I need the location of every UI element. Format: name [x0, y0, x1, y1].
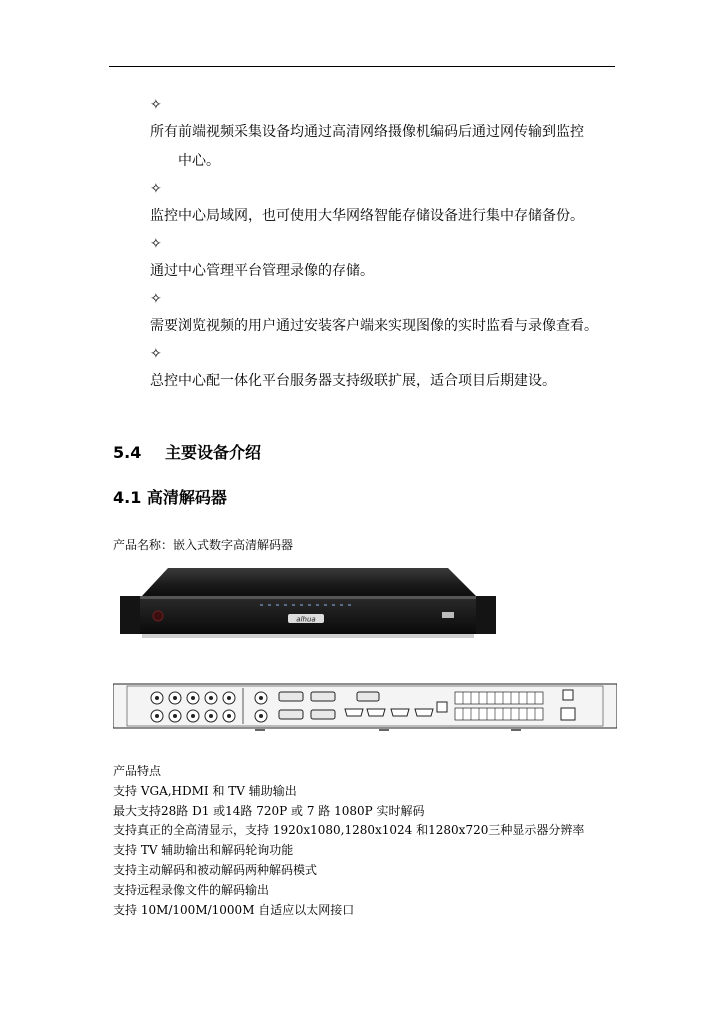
feature-item: 最大支持28路 D1 或14路 720P 或 7 路 1080P 实时解码 [113, 803, 425, 818]
feature-item: 支持主动解码和被动解码两种解码模式 [113, 862, 318, 877]
diamond-bullet-icon: ✧ [150, 291, 162, 307]
bullet-item [150, 341, 620, 396]
bullet-text: 总控中心配一体化平台服务器支持级联扩展，适合项目后期建设。 [150, 373, 556, 389]
feature-item: 支持 VGA,HDMI 和 TV 辅助输出 [113, 783, 297, 798]
bullet-item [150, 92, 620, 176]
feature-heading: 产品特点 [113, 764, 162, 778]
section-number: 5.4 [113, 443, 142, 462]
feature-item: 支持真正的全高清显示，支持 1920x1080,1280x1024 和1280x720三种显示器分辨率 [113, 823, 585, 838]
feature-list [113, 762, 613, 920]
bullet-item [150, 231, 620, 286]
bullet-text: 所有前端视频采集设备均通过高清网络摄像机编码后通过网传输到监控 中心。 [150, 124, 584, 169]
subsection-heading: 4.1 高清解码器 [113, 488, 227, 507]
bullet-item [150, 176, 620, 231]
feature-item: 支持 10M/100M/1000M 自适应以太网接口 [113, 902, 355, 917]
diamond-bullet-icon: ✧ [150, 181, 162, 197]
bullet-text: 通过中心管理平台管理录像的存储。 [150, 263, 374, 279]
decoder-front-image [120, 562, 496, 642]
diamond-bullet-icon: ✧ [150, 236, 162, 252]
brand-logo: alhua [296, 615, 316, 624]
bullet-text: 需要浏览视频的用户通过安装客户端来实现图像的实时监看与录像查看。 [150, 318, 598, 334]
section-title: 主要设备介绍 [165, 443, 262, 462]
bullet-text: 监控中心局域网，也可使用大华网络智能存储设备进行集中存储备份。 [150, 208, 584, 224]
header-rule [109, 66, 615, 67]
feature-item: 支持远程录像文件的解码输出 [113, 882, 270, 897]
diamond-bullet-icon: ✧ [150, 346, 162, 362]
feature-item: 支持 TV 辅助输出和解码轮询功能 [113, 843, 294, 858]
product-name: 产品名称：嵌入式数字高清解码器 [113, 538, 294, 552]
bullet-list [150, 92, 620, 396]
section-heading [113, 440, 261, 463]
diamond-bullet-icon: ✧ [150, 97, 162, 113]
decoder-rear-image [113, 680, 617, 732]
bullet-item [150, 286, 620, 341]
